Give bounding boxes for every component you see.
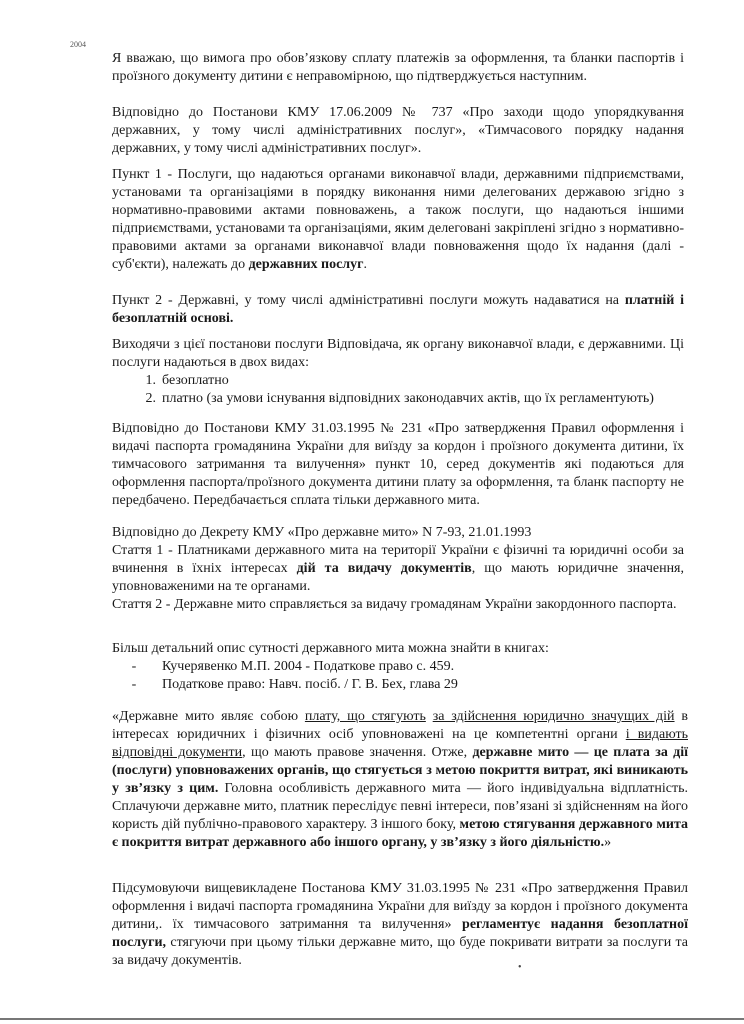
list-text: безоплатно (162, 373, 229, 388)
article-1-bold: дій та видачу документів (296, 561, 472, 576)
article-1-end: , що мають юридичне значення, уповноваженими на те органами. (112, 561, 684, 594)
paragraph-quote (112, 708, 688, 852)
summary-bold: регламентує надання безоплатної послуги, (112, 917, 688, 950)
quote-bold: метою стягування державного мита є покриття витрат державного або іншого органу, у зв’язку з його діяльністю. (112, 817, 689, 850)
scan-dot: • (518, 962, 522, 973)
point-2-bold: платній і безоплатній основі. (112, 293, 684, 326)
list-item (112, 658, 692, 676)
paragraph-article-1 (112, 542, 684, 596)
list-number: 2. (145, 391, 156, 406)
article-1-text: Стаття 1 - Платниками державного мита на території України є фізичні та юридичні особи за вчинення в їхніх інтересах (112, 543, 684, 576)
quote-part: » (604, 835, 612, 850)
paragraph-point-1 (112, 166, 684, 274)
summary-part: Підсумовуючи вищевикладене Постанова КМУ 31.03.1995 № 231 «Про затвердження Правил оформлення і видачі паспорта громадянина України для виїзду за кордон і проїзного документа дитини,. їх тимчасового затримання та вилучення» (112, 881, 688, 932)
services-list (112, 372, 692, 408)
books-list (112, 658, 692, 694)
list-dash: - (131, 677, 137, 692)
point-1-text: Пункт 1 - Послуги, що надаються органами виконавчої влади, державними підприємствами, установами та організаціями в порядку виконання ними делегованих державою згідно з нормативно-правовими актами повноважень, а також послуги, що надаються іншими підприємствами, установами та організаціями, яким делеговані закріплені згідно з нормативно-правовими актами за органами виконавчої влади повноваження щодо їх надання (далі - суб'єкти), належать до (112, 167, 684, 272)
list-text: Податкове право: Навч. посіб. / Г. В. Бех, глава 29 (162, 677, 458, 692)
paragraph-article-2: Стаття 2 - Державне мито справляється за видачу громадянам України закордонного паспорта. (112, 597, 677, 612)
quote-part: , що мають правове значення. Отже, (242, 745, 473, 760)
point-2-text: Пункт 2 - Державні, у тому числі адміністративні послуги можуть надаватися на (112, 293, 625, 308)
paragraph-books: Більш детальний опис сутності державного мита можна знайти в книгах: (112, 641, 549, 656)
list-text: Кучерявенко М.П. 2004 - Податкове право с. 459. (162, 659, 455, 674)
paragraph-resolution-737: Відповідно до Постанови КМУ 17.06.2009 № 737 «Про заходи щодо упорядкування державних, у тому числі адміністративних послуг», «Тимчасового порядку надання державних, у тому числі адміністративних послуг». (112, 105, 684, 156)
quote-part (426, 709, 433, 724)
scan-edge-line (0, 1018, 744, 1020)
list-item (112, 372, 692, 390)
list-text: платно (за умови існування відповідних законодавчих актів, що їх регламентують) (162, 391, 654, 406)
quote-part: Головна особливість державного мита — його індивідуальна відплатність. Сплачуючи державне мито, платник переслідує певні інтереси, пов’язані зі здійсненням на його користь дій публічно-правового характеру. З іншого боку, (112, 781, 688, 832)
quote-underline: за здійснення юридично значущих дій (432, 709, 675, 724)
point-1-bold: державних послуг (248, 257, 364, 272)
list-dash: - (131, 659, 137, 674)
summary-part: стягуючи при цьому тільки державне мито, що буде покривати витрати за послуги та за видачу документів. (112, 935, 688, 968)
quote-underline: плату, що стягують (304, 709, 426, 724)
quote-part: «Державне мито являє собою (112, 709, 305, 724)
paragraph-resolution-231: Відповідно до Постанови КМУ 31.03.1995 № 231 «Про затвердження Правил оформлення і видачі паспорта громадянина України для виїзду за кордон і проїзного документа дитини, їх тимчасового затримання та вилучення» пункт 10, серед документів які подаються для оформлення паспорта/проїзного документа дитини плату за оформлення, та бланк паспорту не передбачено. Передбачається сплата тільки державного мита. (112, 421, 684, 508)
paragraph-services: Виходячи з цієї постанови послуги Відповідача, як органу виконавчої влади, є державними. Ці послуги надаються в двох видах: (112, 337, 684, 370)
paragraph-summary (112, 880, 688, 970)
paragraph-decree-line: Відповідно до Декрету КМУ «Про державне мито» N 7-93, 21.01.1993 (112, 525, 532, 540)
quote-part: в інтересах юридичних і фізичних осіб уповноважені на це компетентні органи (112, 709, 688, 742)
paragraph-intro: Я вважаю, що вимога про обов’язкову сплату платежів за оформлення, та бланки паспортів і проїзного документу дитини є неправомірною, що підтверджується наступним. (112, 51, 684, 84)
paragraph-point-2 (112, 292, 684, 328)
quote-bold: державне мито — це плата за дії (послуги) уповноважених органів, що стягується з метою покриття витрат, які виникають у зв’язку з цим. (112, 745, 688, 796)
point-1-end: . (363, 257, 367, 272)
list-item (112, 390, 692, 408)
list-number: 1. (145, 373, 156, 388)
list-item (112, 676, 692, 694)
quote-underline: і видають відповідні документи (112, 727, 688, 760)
corner-mark: 2004 (70, 40, 86, 49)
